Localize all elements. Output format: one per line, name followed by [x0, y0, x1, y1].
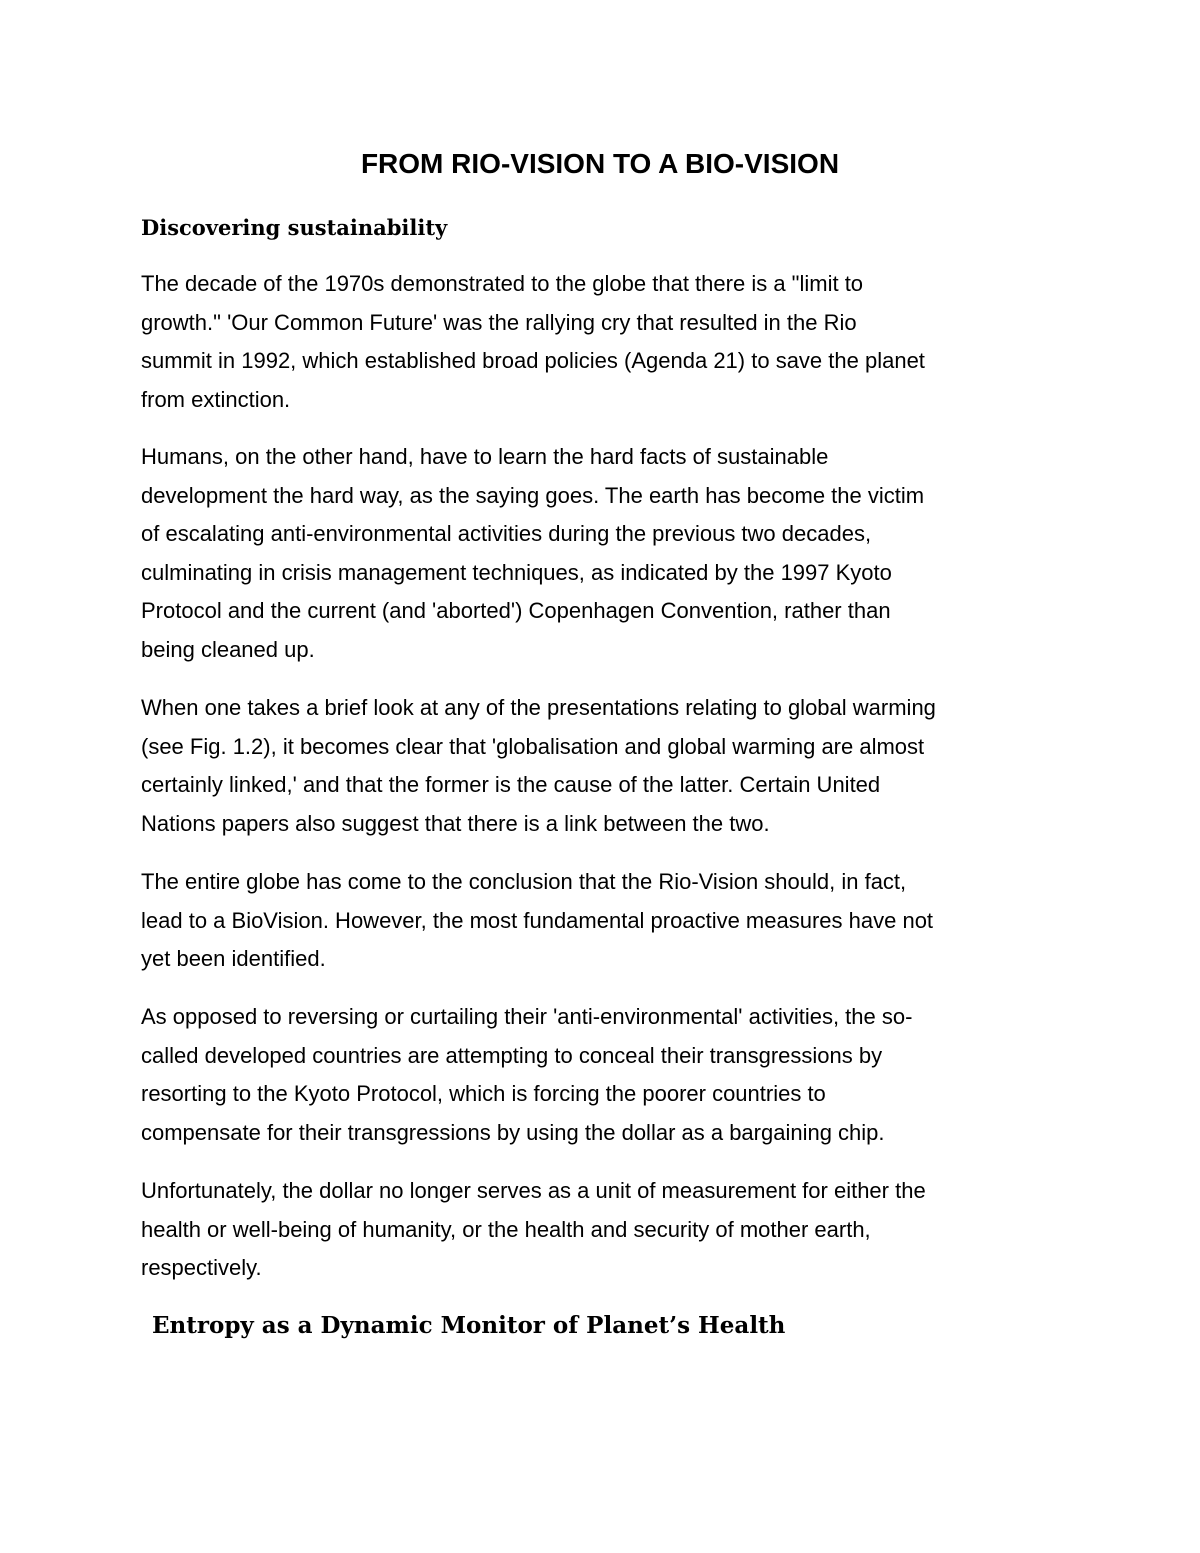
paragraph-line: The decade of the 1970s demonstrated to the globe that there is a "limit to	[141, 271, 864, 296]
paragraph-line: Humans, on the other hand, have to learn the hard facts of sustainable	[141, 444, 829, 469]
paragraph-line: Unfortunately, the dollar no longer serves as a unit of measurement for either the	[141, 1178, 926, 1203]
paragraph-line: development the hard way, as the saying goes. The earth has become the victim	[141, 482, 925, 508]
paragraph-line: certainly linked,' and that the former is the cause of the latter. Certain United	[141, 772, 881, 797]
paragraph-line: summit in 1992, which established broad policies (Agenda 21) to save the planet	[141, 348, 925, 373]
paragraph-3	[141, 689, 936, 843]
paragraph-line: of escalating anti-environmental activities during the previous two decades,	[141, 521, 872, 546]
section-heading-discovering-sustainability: Discovering sustainability	[141, 215, 448, 240]
paragraph-line: being cleaned up.	[141, 636, 315, 662]
paragraph-2	[141, 438, 924, 669]
paragraph-line: yet been identified.	[141, 946, 326, 971]
paragraph-line: resorting to the Kyoto Protocol, which is forcing the poorer countries to	[141, 1081, 826, 1106]
paragraph-line: from extinction.	[141, 386, 291, 412]
paragraph-line: The entire globe has come to the conclusion that the Rio-Vision should, in fact,	[141, 869, 907, 894]
document-title: FROM RIO-VISION TO A BIO-VISION	[360, 148, 840, 179]
section-heading-entropy: Entropy as a Dynamic Monitor of Planet’s Health	[152, 1312, 786, 1339]
paragraph-line: growth." 'Our Common Future' was the rallying cry that resulted in the Rio	[141, 309, 857, 335]
paragraph-line: health or well-being of humanity, or the health and security of mother earth,	[141, 1216, 871, 1242]
paragraph-line: As opposed to reversing or curtailing their 'anti-environmental' activities, the so-	[141, 1004, 913, 1029]
paragraph-5	[141, 998, 912, 1152]
paragraph-line: lead to a BioVision. However, the most fundamental proactive measures have not	[141, 907, 934, 933]
paragraph-1	[141, 265, 925, 419]
paragraph-line: called developed countries are attempting to conceal their transgressions by	[141, 1042, 883, 1068]
paragraph-line: Protocol and the current (and 'aborted') Copenhagen Convention, rather than	[141, 598, 891, 623]
paragraph-line: compensate for their transgressions by using the dollar as a bargaining chip.	[141, 1119, 885, 1145]
paragraph-line: culminating in crisis management techniques, as indicated by the 1997 Kyoto	[141, 559, 892, 585]
paragraph-6	[141, 1172, 926, 1288]
paragraph-line: When one takes a brief look at any of the presentations relating to global warming	[141, 695, 936, 720]
paragraph-line: respectively.	[141, 1255, 262, 1280]
paragraph-line: Nations papers also suggest that there is a link between the two.	[141, 810, 770, 836]
paragraph-line: (see Fig. 1.2), it becomes clear that 'globalisation and global warming are almost	[141, 733, 925, 759]
paragraph-4	[141, 863, 933, 979]
